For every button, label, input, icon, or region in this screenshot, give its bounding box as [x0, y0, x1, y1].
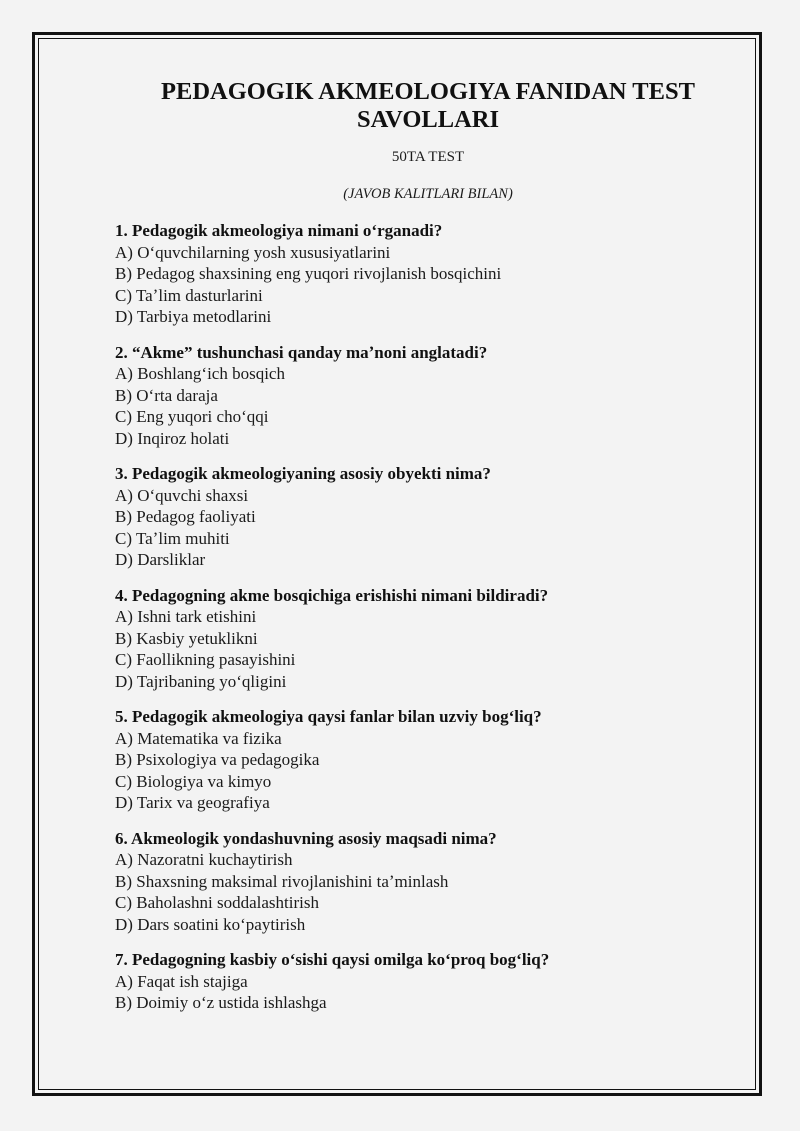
document-body	[115, 78, 745, 1028]
question-text: 2. “Akme” tushunchasi qanday maʼnoni anglatadi?	[115, 342, 488, 362]
question-text: 6. Akmeologik yondashuvning asosiy maqsadi nima?	[115, 828, 497, 848]
question-text: 3. Pedagogik akmeologiyaning asosiy obyekti nima?	[115, 464, 491, 483]
answer-option: B) Shaxsning maksimal rivojlanishini taʼminlash	[115, 871, 449, 891]
answer-option: D) Inqiroz holati	[115, 428, 230, 448]
answer-option: D) Dars soatini koʻpaytirish	[115, 914, 306, 934]
answer-option: C) Eng yuqori choʻqqi	[115, 407, 269, 426]
document-title: PEDAGOGIK AKMEOLOGIYA FANIDAN TEST SAVOLLARI	[161, 78, 695, 133]
question-block	[115, 828, 745, 936]
answer-option: C) Baholashni soddalashtirish	[115, 893, 319, 912]
question-block	[115, 463, 745, 571]
question-list	[115, 220, 745, 1014]
question-text: 1. Pedagogik akmeologiya nimani oʻrganadi?	[115, 221, 443, 240]
answer-option: B) Psixologiya va pedagogika	[115, 750, 320, 769]
answer-option: C) Taʼlim dasturlarini	[115, 285, 263, 305]
answer-option: D) Tarix va geografiya	[115, 793, 270, 812]
question-block	[115, 706, 745, 814]
answer-option: B) Kasbiy yetuklikni	[115, 628, 258, 648]
question-block	[115, 220, 745, 328]
question-block	[115, 342, 745, 450]
answer-option: A) Oʻquvchilarning yosh xususiyatlarini	[115, 242, 391, 262]
answer-key-note: (JAVOB KALITLARI BILAN)	[343, 186, 513, 202]
answer-option: C) Biologiya va kimyo	[115, 771, 272, 791]
answer-option: B) Doimiy oʻz ustida ishlashga	[115, 993, 327, 1012]
question-text: 5. Pedagogik akmeologiya qaysi fanlar bilan uzviy bogʻliq?	[115, 707, 542, 726]
answer-option: B) Pedagog shaxsining eng yuqori rivojlanish bosqichini	[115, 264, 502, 283]
answer-option: D) Tarbiya metodlarini	[115, 307, 272, 326]
question-text: 4. Pedagogning akme bosqichiga erishishi nimani bildiradi?	[115, 585, 549, 605]
answer-option: A) Nazoratni kuchaytirish	[115, 850, 293, 869]
answer-option: B) Oʻrta daraja	[115, 385, 218, 405]
answer-option: A) Oʻquvchi shaxsi	[115, 485, 249, 505]
answer-option: A) Faqat ish stajiga	[115, 971, 248, 991]
answer-option: A) Ishni tark etishini	[115, 607, 257, 626]
question-block	[115, 949, 745, 1014]
question-block	[115, 585, 745, 693]
answer-option: C) Taʼlim muhiti	[115, 528, 230, 548]
answer-option: B) Pedagog faoliyati	[115, 507, 256, 526]
question-text: 7. Pedagogning kasbiy oʻsishi qaysi omilga koʻproq bogʻliq?	[115, 950, 550, 969]
answer-option: C) Faollikning pasayishini	[115, 650, 296, 669]
answer-option: D) Tajribaning yoʻqligini	[115, 671, 287, 691]
answer-option: A) Boshlangʻich bosqich	[115, 364, 285, 383]
answer-option: D) Darsliklar	[115, 550, 206, 569]
answer-option: A) Matematika va fizika	[115, 728, 282, 748]
document-subtitle: 50TA TEST	[391, 149, 465, 165]
